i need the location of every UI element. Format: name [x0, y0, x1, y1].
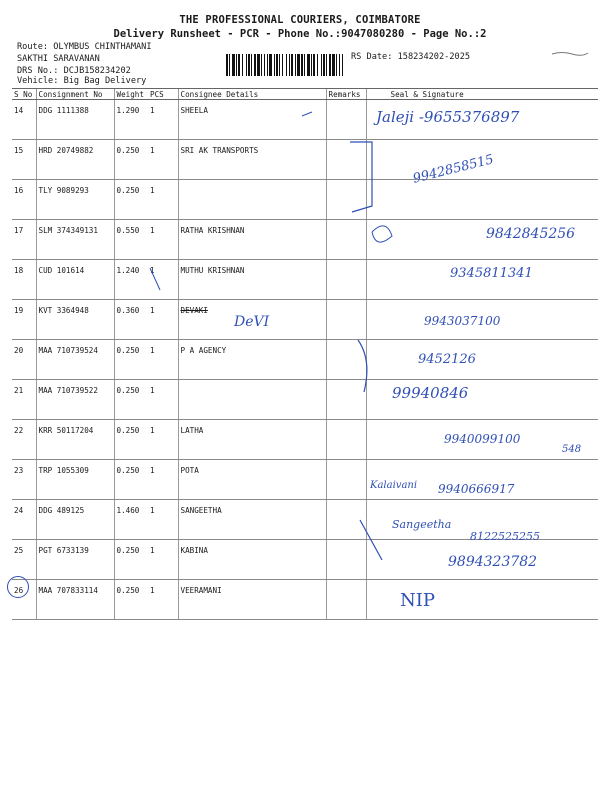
cell-pcs: 1 — [148, 180, 178, 220]
table-row — [12, 340, 598, 380]
drs-number: DRS No.: DCJB158234202 — [17, 66, 131, 76]
cell-pcs: 1 — [148, 380, 178, 420]
cell-consignee: P A AGENCY — [178, 340, 326, 380]
cell-pcs: 1 — [148, 220, 178, 260]
cell-sno: 23 — [12, 460, 36, 500]
sig-row22-extra: 548 — [562, 444, 582, 455]
cell-weight: 0.250 — [114, 180, 148, 220]
cell-signature — [366, 340, 598, 380]
cell-sno: 24 — [12, 500, 36, 540]
cell-cons: PGT 6733139 — [36, 540, 114, 580]
cell-remarks — [326, 420, 366, 460]
cell-cons: MAA 707833114 — [36, 580, 114, 620]
table-row — [12, 140, 598, 180]
cell-weight: 0.250 — [114, 420, 148, 460]
rs-date-label: RS Date: — [351, 52, 393, 62]
cell-cons: TRP 1055309 — [36, 460, 114, 500]
cell-weight: 1.460 — [114, 500, 148, 540]
staff-line: SAKTHI SARAVANAN — [17, 54, 100, 64]
col-consignee: Consignee Details — [178, 89, 326, 100]
cell-pcs: 1 — [148, 500, 178, 540]
cell-pcs: 1 — [148, 300, 178, 340]
sig-row25-phone2: 9894323782 — [448, 554, 538, 570]
cell-weight: 1.290 — [114, 100, 148, 140]
cell-weight: 0.250 — [114, 580, 148, 620]
col-pcs: PCS — [148, 89, 178, 100]
col-sno: S No — [12, 89, 36, 100]
cell-remarks — [326, 580, 366, 620]
table-row — [12, 300, 598, 340]
cell-sno: 19 — [12, 300, 36, 340]
cell-sno: 25 — [12, 540, 36, 580]
cell-sno: 26 — [12, 580, 36, 620]
cell-remarks — [326, 180, 366, 220]
cell-pcs: 1 — [148, 260, 178, 300]
col-remarks: Remarks — [326, 89, 366, 100]
cell-pcs: 1 — [148, 420, 178, 460]
cell-remarks — [326, 220, 366, 260]
sig-row19-name: DeVI — [234, 314, 270, 330]
sig-row24-name: Kalaivani — [370, 480, 418, 491]
sig-row15: 9942858515 — [411, 152, 496, 187]
cell-weight: 0.250 — [114, 140, 148, 180]
cell-consignee: KABINA — [178, 540, 326, 580]
cell-consignee: LATHA — [178, 420, 326, 460]
table-row — [12, 380, 598, 420]
cell-consignee: SHEELA — [178, 100, 326, 140]
sig-row20: 9452126 — [418, 352, 476, 367]
cell-consignee — [178, 380, 326, 420]
cell-pcs: 1 — [148, 140, 178, 180]
cell-consignee: MUTHU KRISHNAN — [178, 260, 326, 300]
route-line: Route: OLYMBUS CHINTHAMANI — [17, 42, 152, 52]
cell-remarks — [326, 300, 366, 340]
cell-sno: 21 — [12, 380, 36, 420]
cell-pcs: 1 — [148, 100, 178, 140]
cell-sno: 22 — [12, 420, 36, 460]
cell-sno: 18 — [12, 260, 36, 300]
cell-consignee: DEVAKI — [178, 300, 326, 340]
col-consignment: Consignment No — [36, 89, 114, 100]
cell-sno: 16 — [12, 180, 36, 220]
cell-cons: HRD 20749882 — [36, 140, 114, 180]
sig-row17: 9842845256 — [486, 226, 576, 242]
cell-weight: 0.360 — [114, 300, 148, 340]
company-title: THE PROFESSIONAL COURIERS, COIMBATORE — [179, 14, 421, 26]
cell-sno: 15 — [12, 140, 36, 180]
cell-cons: DDG 489125 — [36, 500, 114, 540]
cell-consignee: SRI AK TRANSPORTS — [178, 140, 326, 180]
cell-pcs: 1 — [148, 460, 178, 500]
cell-cons: DDG 1111388 — [36, 100, 114, 140]
cell-sno: 17 — [12, 220, 36, 260]
table-header-row — [12, 89, 598, 100]
sig-row21: 99940846 — [392, 384, 469, 402]
cell-remarks — [326, 260, 366, 300]
cell-weight: 0.250 — [114, 380, 148, 420]
cell-weight: 0.250 — [114, 460, 148, 500]
cell-remarks — [326, 540, 366, 580]
cell-remarks — [326, 340, 366, 380]
cell-remarks — [326, 500, 366, 540]
rs-number: 158234202 — [397, 52, 445, 62]
cell-signature — [366, 180, 598, 220]
row26-circle-mark — [7, 576, 29, 598]
cell-sno: 14 — [12, 100, 36, 140]
cell-pcs: 1 — [148, 540, 178, 580]
cell-cons: MAA 710739522 — [36, 380, 114, 420]
cell-remarks — [326, 100, 366, 140]
cell-weight: 0.550 — [114, 220, 148, 260]
cell-cons: CUD 101614 — [36, 260, 114, 300]
cell-pcs: 1 — [148, 580, 178, 620]
cell-weight: 0.250 — [114, 540, 148, 580]
cell-consignee — [178, 180, 326, 220]
vehicle-line: Vehicle: Big Bag Delivery — [17, 76, 147, 86]
col-seal-signature: Seal & Signature — [366, 89, 598, 100]
cell-cons: MAA 710739524 — [36, 340, 114, 380]
sig-row25-name: Sangeetha — [392, 518, 452, 531]
table-row — [12, 180, 598, 220]
barcode-image — [226, 54, 344, 76]
sig-row18: 9345811341 — [450, 266, 533, 281]
sig-row25-phone1: 8122525255 — [470, 530, 540, 543]
runsheet-subtitle: Delivery Runsheet - PCR - Phone No.:9047080280 - Page No.:2 — [113, 28, 487, 40]
sig-row22: 9940099100 — [444, 432, 521, 446]
cell-pcs: 1 — [148, 340, 178, 380]
col-weight: Weight — [114, 89, 148, 100]
cell-consignee: POTA — [178, 460, 326, 500]
sig-row19-phone: 9943037100 — [424, 314, 501, 328]
cell-remarks — [326, 380, 366, 420]
cell-consignee: SANGEETHA — [178, 500, 326, 540]
cell-consignee: VEERAMANI — [178, 580, 326, 620]
rs-date-suffix: -2025 — [444, 52, 471, 62]
cell-remarks — [326, 140, 366, 180]
rs-date — [351, 52, 470, 62]
sig-row24-phone: 9940666917 — [438, 482, 515, 496]
corner-pen-mark — [550, 48, 590, 58]
sig-row14: Jaleji -9655376897 — [376, 108, 520, 126]
cell-cons: KVT 3364948 — [36, 300, 114, 340]
cell-remarks — [326, 460, 366, 500]
table-row — [12, 580, 598, 620]
cell-weight: 0.250 — [114, 340, 148, 380]
cell-cons: TLY 9089293 — [36, 180, 114, 220]
cell-cons: SLM 374349131 — [36, 220, 114, 260]
cell-consignee: RATHA KRISHNAN — [178, 220, 326, 260]
cell-cons: KRR 50117204 — [36, 420, 114, 460]
cell-sno: 20 — [12, 340, 36, 380]
sig-row26: NIP — [400, 590, 435, 611]
cell-weight: 1.240 — [114, 260, 148, 300]
